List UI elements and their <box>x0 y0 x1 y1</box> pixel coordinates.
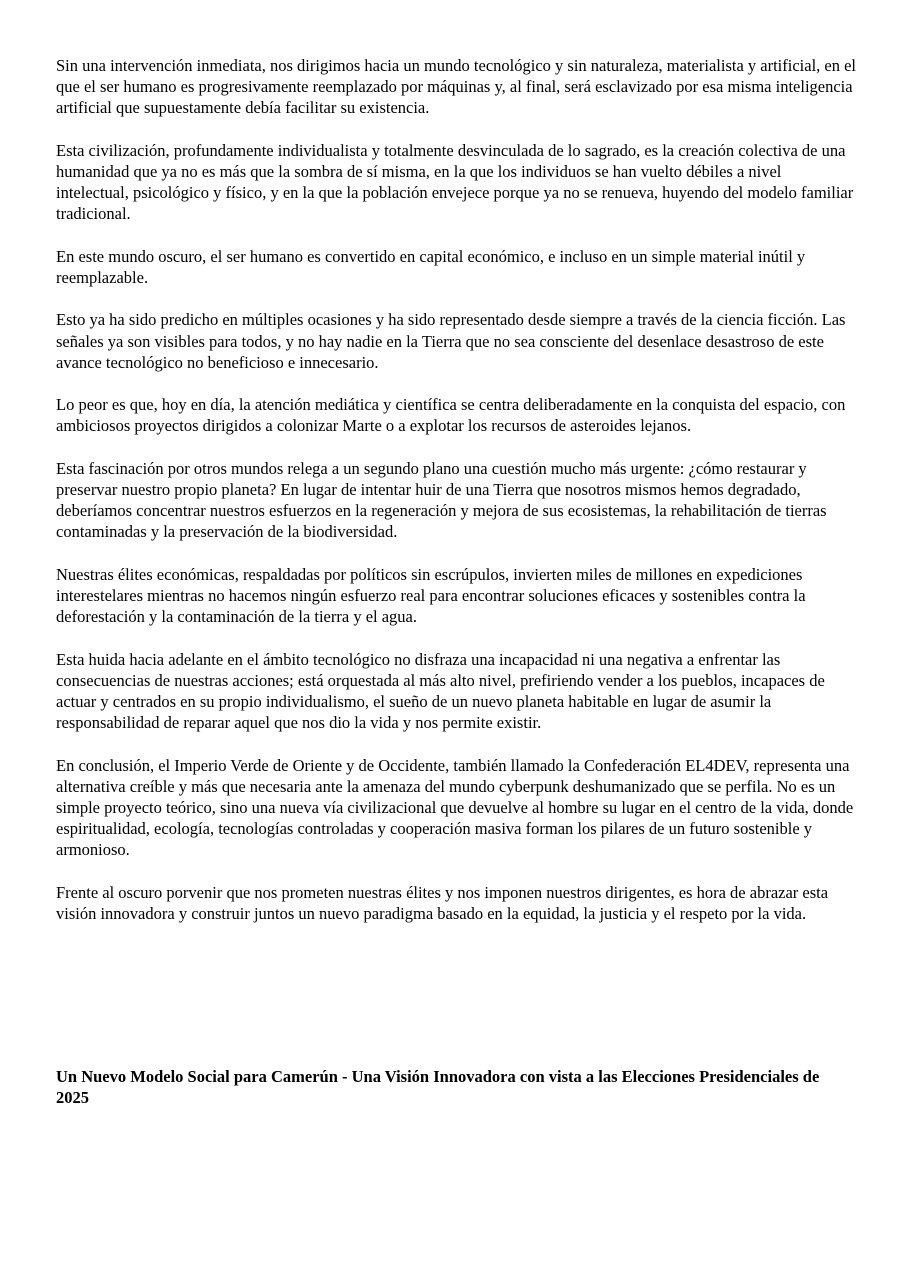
paragraph-6: Esta fascinación por otros mundos relega a un segundo plano una cuestión mucho más urgente: ¿cómo restaurar y preservar nuestro propio planeta? En lugar de intentar huir de una Tierra que nosotros mismos hemos degradado, deberíamos concentrar nuestros esfuerzos en la regeneración y mejora de sus ecosistemas, la rehabilitación de tierras contaminadas y la preservación de la biodiversidad. <box>56 458 827 542</box>
paragraph-7: Nuestras élites económicas, respaldadas por políticos sin escrúpulos, invierten miles de millones en expediciones interestelares mientras no hacemos ningún esfuerzo real para encontrar soluciones eficaces y sostenibles contra la deforestación y la contaminación de la tierra y el agua. <box>56 564 806 627</box>
section-heading: Un Nuevo Modelo Social para Camerún - Una Visión Innovadora con vista a las Elecciones Presidenciales de 2025 <box>56 1067 820 1108</box>
paragraph-10: Frente al oscuro porvenir que nos prometen nuestras élites y nos imponen nuestros dirigentes, es hora de abrazar esta visión innovadora y construir juntos un nuevo paradigma basado en la equidad, la justicia y el respeto por la vida. <box>56 882 829 923</box>
paragraph-8: Esta huida hacia adelante en el ámbito tecnológico no disfraza una incapacidad ni una negativa a enfrentar las consecuencias de nuestras acciones; está orquestada al más alto nivel, prefiriendo vender a los pueblos, incapaces de actuar y centrados en su propio individualismo, el sueño de un nuevo planeta habitable en lugar de asumir la responsabilidad de reparar aquel que nos dio la vida y nos permite existir. <box>56 649 825 733</box>
paragraph-1: Sin una intervención inmediata, nos dirigimos hacia un mundo tecnológico y sin naturaleza, materialista y artificial, en el que el ser humano es progresivamente reemplazado por máquinas y, al final, será esclavizado por esa misma inteligencia artificial que supuestamente debía facilitar su existencia. <box>56 56 857 118</box>
paragraph-5: Lo peor es que, hoy en día, la atención mediática y científica se centra deliberadamente en la conquista del espacio, con ambiciosos proyectos dirigidos a colonizar Marte o a explotar los recursos de asteroides lejanos. <box>56 395 846 436</box>
document-body <box>56 55 856 945</box>
paragraph-3: En este mundo oscuro, el ser humano es convertido en capital económico, e incluso en un simple material inútil y reemplazable. <box>56 246 806 287</box>
paragraph-9: En conclusión, el Imperio Verde de Oriente y de Occidente, también llamado la Confederación EL4DEV, representa una alternativa creíble y más que necesaria ante la amenaza del mundo cyberpunk deshumanizado que se perfila. No es un simple proyecto teórico, sino una nueva vía civilizacional que devuelve al hombre su lugar en el centro de la vida, donde espiritualidad, ecología, tecnologías controladas y cooperación masiva forman los pilares de un futuro sostenible y armonioso. <box>56 755 854 860</box>
paragraph-4: Esto ya ha sido predicho en múltiples ocasiones y ha sido representado desde siempre a través de la ciencia ficción. Las señales ya son visibles para todos, y no hay nadie en la Tierra que no sea consciente del desenlace desastroso de este avance tecnológico no beneficioso e innecesario. <box>56 310 846 372</box>
paragraph-2: Esta civilización, profundamente individualista y totalmente desvinculada de lo sagrado, es la creación colectiva de una humanidad que ya no es más que la sombra de sí misma, en la que los individuos se han vuelto débiles a nivel intelectual, psicológico y físico, y en la que la población envejece porque ya no se renueva, huyendo del modelo familiar tradicional. <box>56 140 854 224</box>
